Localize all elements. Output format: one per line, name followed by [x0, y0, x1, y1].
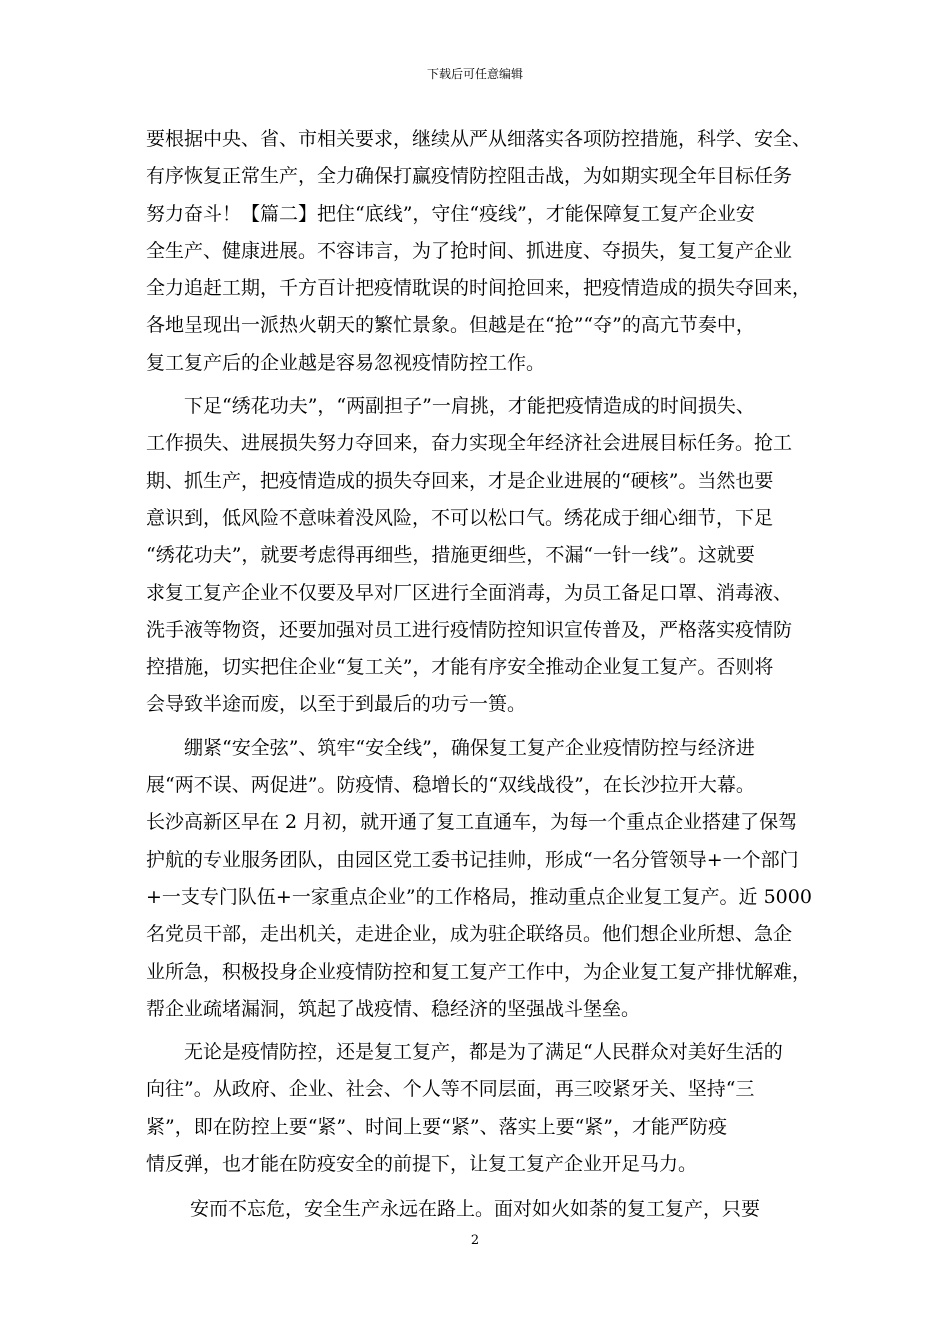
- text-line: 控措施，切实把住企业“复工关”，才能有序安全推动企业复工复产。否则将: [146, 656, 774, 679]
- text-line: 全生产、健康进展。不容讳言，为了抢时间、抓进度、夺损失，复工复产企业: [146, 239, 793, 262]
- text-line: 洗手液等物资，还要加强对员工进行疫情防控知识宣传普及，严格落实疫情防: [146, 618, 793, 641]
- text-line: 复工复产后的企业越是容易忽视疫情防控工作。: [146, 351, 546, 374]
- text-line: 求复工复产企业不仅要及早对厂区进行全面消毒，为员工备足口罩、消毒液、: [146, 581, 793, 604]
- text-line: 无论是疫情防控，还是复工复产，都是为了满足“人民群众对美好生活的: [184, 1041, 783, 1064]
- text-line: 全力追赶工期，千方百计把疫情耽误的时间抢回来，把疫情造成的损失夺回来，: [146, 277, 812, 300]
- text-line: 绷紧“安全弦”、筑牢“安全线”，确保复工复产企业疫情防控与经济进: [184, 736, 755, 759]
- text-line: 各地呈现出一派热火朝天的繁忙景象。但越是在“抢”“夺”的高亢节奏中，: [146, 314, 755, 337]
- text-line: 安而不忘危，安全生产永远在路上。面对如火如荼的复工复产，只要: [190, 1198, 761, 1221]
- text-line: 展“两不误、两促进”。防疫情、稳增长的“双线战役”，在长沙拉开大幕。: [146, 774, 755, 797]
- text-line: 名党员干部，走出机关，走进企业，成为驻企联络员。他们想企业所想、急企: [146, 923, 793, 946]
- text-line: 工作损失、进展损失努力夺回来，奋力实现全年经济社会进展目标任务。抢工: [146, 432, 793, 455]
- text-line: 努力奋斗！【篇二】把住“底线”，守住“疫线”，才能保障复工复产企业安: [146, 202, 755, 225]
- text-line: 紧”，即在防控上要“紧”、时间上要“紧”、落实上要“紧”，才能严防疫: [146, 1115, 727, 1138]
- text-line: 护航的专业服务团队，由园区党工委书记挂帅，形成“一名分管领导+一个部门: [146, 848, 799, 871]
- text-line: 业所急，积极投身企业疫情防控和复工复产工作中，为企业复工复产排忧解难，: [146, 960, 812, 983]
- text-line: 意识到，低风险不意味着没风险，不可以松口气。绣花成于细心细节，下足: [146, 506, 774, 529]
- text-line: 情反弹，也才能在防疫安全的前提下，让复工复产企业开足马力。: [146, 1153, 698, 1176]
- page-number: 2: [470, 1233, 480, 1248]
- text-line: 有序恢复正常生产，全力确保打赢疫情防控阻击战，为如期实现全年目标任务: [146, 165, 793, 188]
- text-line: +一支专门队伍+一家重点企业”的工作格局，推动重点企业复工复产。近 5000: [146, 885, 812, 908]
- text-line: 向往”。从政府、企业、社会、个人等不同层面，再三咬紧牙关、坚持“三: [146, 1078, 755, 1101]
- text-line: 会导致半途而废，以至于到最后的功亏一篑。: [146, 693, 527, 716]
- text-line: 下足“绣花功夫”，“两副担子”一肩挑，才能把疫情造成的时间损失、: [184, 395, 755, 418]
- text-line: “绣花功夫”，就要考虑得再细些，措施更细些，不漏“一针一线”。这就要: [146, 544, 755, 567]
- text-line: 要根据中央、省、市相关要求，继续从严从细落实各项防控措施，科学、安全、: [146, 128, 812, 150]
- page-header: 下载后可任意编辑: [426, 67, 523, 81]
- text-line: 长沙高新区早在 2 月初，就开通了复工直通车，为每一个重点企业搭建了保驾: [146, 811, 798, 834]
- text-line: 帮企业疏堵漏洞，筑起了战疫情、稳经济的坚强战斗堡垒。: [146, 997, 641, 1020]
- text-line: 期、抓生产，把疫情造成的损失夺回来，才是企业进展的“硬核”。当然也要: [146, 469, 774, 492]
- document-body: [146, 121, 812, 1229]
